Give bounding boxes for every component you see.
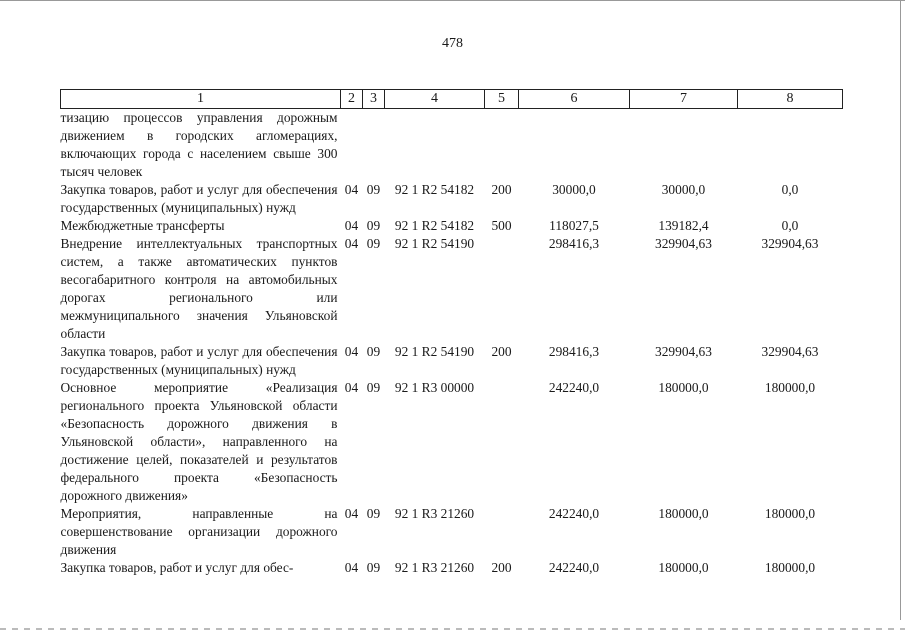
row-name: Закупка товаров, работ и услуг для обеспечения государственных (муниципальных) нужд xyxy=(60,182,338,215)
table-row xyxy=(61,181,843,217)
column-header-4: 4 xyxy=(385,90,485,109)
row-amount-2 xyxy=(630,109,738,182)
row-amount-1: 242240,0 xyxy=(548,380,600,395)
row-subsection xyxy=(363,109,385,182)
row-target-code: 92 1 R2 54190 xyxy=(394,344,475,359)
page-edge-right xyxy=(900,0,901,620)
row-section: 04 xyxy=(344,218,359,233)
row-amount-1: 242240,0 xyxy=(548,506,600,521)
row-amount-3: 180000,0 xyxy=(764,560,816,575)
row-name: тизацию процессов управления дорожным движением в городских агломерациях, включающих города с населением свыше 300 тысяч человек xyxy=(60,110,338,179)
row-amount-3: 329904,63 xyxy=(761,344,819,359)
row-expense-type: 200 xyxy=(491,560,512,575)
row-name: Закупка товаров, работ и услуг для обес- xyxy=(60,560,294,575)
table-row xyxy=(61,559,843,577)
row-subsection: 09 xyxy=(366,236,381,251)
row-target-code: 92 1 R3 21260 xyxy=(394,560,475,575)
row-expense-type: 200 xyxy=(491,182,512,197)
table-row xyxy=(61,235,843,343)
column-header-6: 6 xyxy=(519,90,630,109)
row-section: 04 xyxy=(344,236,359,251)
row-target-code xyxy=(385,109,485,182)
row-subsection: 09 xyxy=(366,506,381,521)
column-header-1: 1 xyxy=(61,90,341,109)
row-section: 04 xyxy=(344,182,359,197)
row-target-code: 92 1 R3 00000 xyxy=(394,380,475,395)
row-amount-3: 180000,0 xyxy=(764,380,816,395)
row-amount-2: 180000,0 xyxy=(658,560,709,575)
row-expense-type xyxy=(485,379,519,505)
table-row xyxy=(61,217,843,235)
header-row xyxy=(61,90,843,109)
table-row xyxy=(61,109,843,182)
row-amount-1: 298416,3 xyxy=(548,236,600,251)
row-subsection: 09 xyxy=(366,344,381,359)
row-amount-2: 180000,0 xyxy=(658,380,709,395)
row-subsection: 09 xyxy=(366,380,381,395)
row-amount-1: 30000,0 xyxy=(552,182,596,197)
row-amount-3: 0,0 xyxy=(781,182,799,197)
column-header-8: 8 xyxy=(738,90,843,109)
row-amount-2: 30000,0 xyxy=(661,182,706,197)
row-amount-3 xyxy=(738,109,843,182)
row-target-code: 92 1 R3 21260 xyxy=(394,506,475,521)
row-expense-type xyxy=(485,109,519,182)
row-section: 04 xyxy=(344,506,359,521)
column-header-3: 3 xyxy=(363,90,385,109)
row-section: 04 xyxy=(344,380,359,395)
row-expense-type: 200 xyxy=(491,344,512,359)
row-amount-2: 180000,0 xyxy=(658,506,709,521)
budget-table xyxy=(60,89,843,577)
row-amount-3: 329904,63 xyxy=(761,236,819,251)
table-row xyxy=(61,505,843,559)
row-amount-3: 0,0 xyxy=(781,218,799,233)
row-target-code: 92 1 R2 54190 xyxy=(394,236,475,251)
row-amount-3: 180000,0 xyxy=(764,506,816,521)
row-section: 04 xyxy=(344,344,359,359)
row-expense-type xyxy=(485,505,519,559)
row-expense-type xyxy=(485,235,519,343)
row-subsection: 09 xyxy=(366,218,381,233)
row-amount-2: 139182,4 xyxy=(658,218,709,233)
row-name: Основное мероприятие «Реализация регионального проекта Ульяновской области «Безопасность дорожного движения в Ульяновской области», направленного на достижение целей, показателей и результатов федерального проекта «Безопасность дорожного движения» xyxy=(60,380,338,503)
page-edge-top xyxy=(0,0,905,1)
row-subsection: 09 xyxy=(366,182,381,197)
table-row xyxy=(61,343,843,379)
row-amount-2: 329904,63 xyxy=(655,344,712,359)
row-amount-2: 329904,63 xyxy=(655,236,712,251)
row-name: Внедрение интеллектуальных транспортных систем, а также автоматических пунктов весогабаритного контроля на автомобильных дорогах регионального или межмуниципального значения Ульяновской области xyxy=(60,236,338,341)
column-header-7: 7 xyxy=(630,90,738,109)
row-expense-type: 500 xyxy=(491,218,512,233)
row-name: Закупка товаров, работ и услуг для обеспечения государственных (муниципальных) нужд xyxy=(60,344,338,377)
table-row xyxy=(61,379,843,505)
page-number: 478 xyxy=(442,36,463,51)
row-name: Межбюджетные трансферты xyxy=(60,218,225,233)
row-target-code: 92 1 R2 54182 xyxy=(394,218,475,233)
row-section: 04 xyxy=(344,560,359,575)
row-amount-1: 118027,5 xyxy=(549,218,599,233)
row-amount-1 xyxy=(519,109,630,182)
row-subsection: 09 xyxy=(366,560,381,575)
row-amount-1: 242240,0 xyxy=(548,560,600,575)
column-header-5: 5 xyxy=(485,90,519,109)
row-section xyxy=(341,109,363,182)
row-amount-1: 298416,3 xyxy=(548,344,600,359)
row-target-code: 92 1 R2 54182 xyxy=(394,182,475,197)
row-name: Мероприятия, направленные на совершенствование организации дорожного движения xyxy=(60,506,338,557)
column-header-2: 2 xyxy=(341,90,363,109)
scan-edge-dots xyxy=(0,628,905,630)
